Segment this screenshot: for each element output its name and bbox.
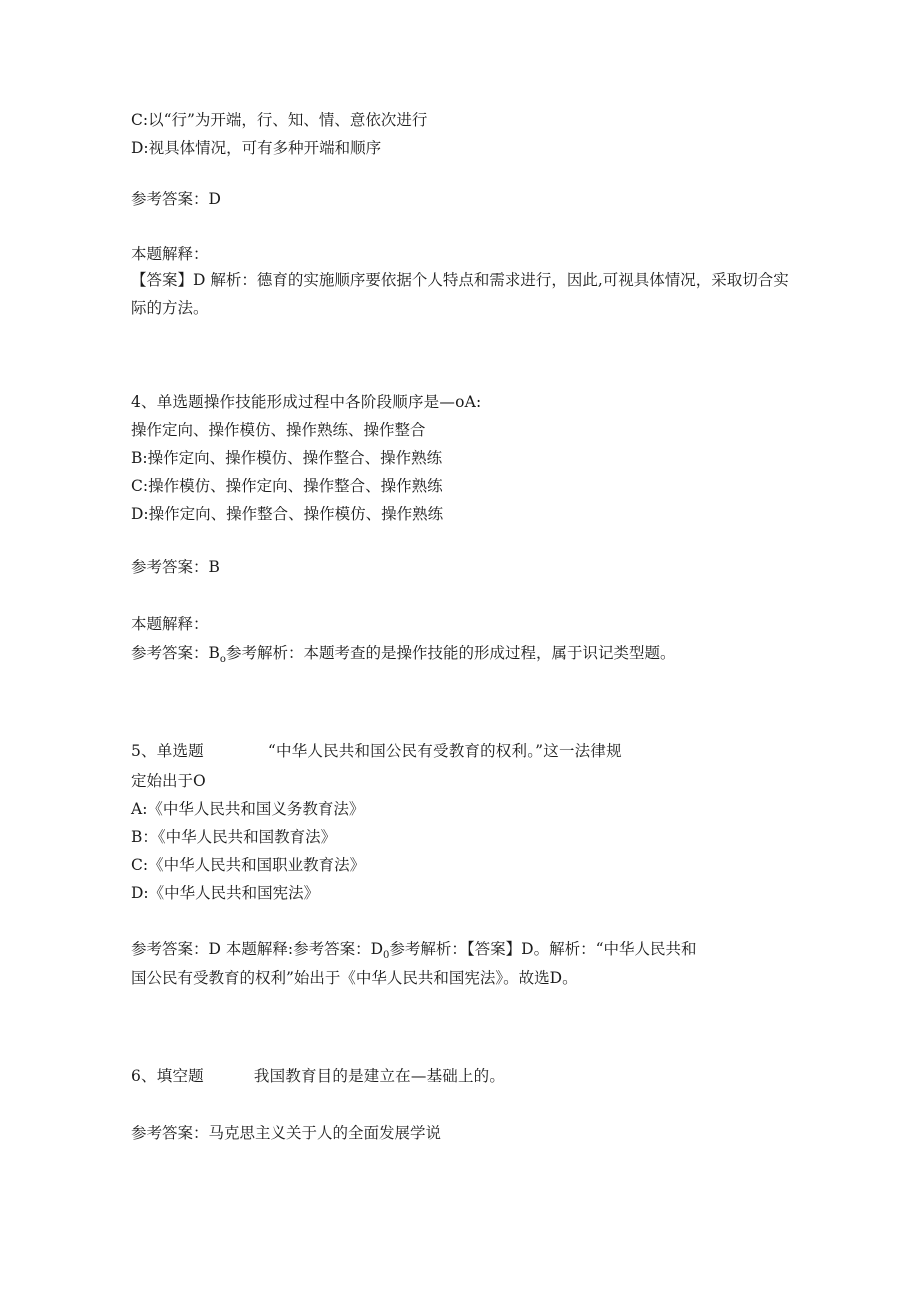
q5-option-b: B：《中华人民共和国教育法》	[131, 828, 337, 846]
q3-option-d: D:视具体情况，可有多种开端和顺序	[131, 139, 382, 157]
q5-answer-part-2: 参考解析：【答案】D。解析：“中华人民共和	[389, 940, 697, 958]
q3-option-c: C:以“行”为开端，行、知、情、意依次进行	[131, 111, 428, 129]
q4-option-d: D:操作定向、操作整合、操作模仿、操作熟练	[131, 505, 444, 523]
q5-answer-part-1: 参考答案：D 本题解释:参考答案：D	[131, 940, 384, 958]
q5-stem-continued: 定始出于O	[131, 772, 206, 790]
q5-option-a: A:《中华人民共和国义务教育法》	[131, 800, 365, 818]
q5-option-c: C:《中华人民共和国职业教育法》	[131, 856, 366, 874]
q4-option-c: C:操作模仿、操作定向、操作整合、操作熟练	[131, 477, 443, 495]
q4-answer: 参考答案：B	[131, 558, 220, 576]
q5-type: 5、单选题	[131, 742, 204, 760]
q6-answer: 参考答案：马克思主义关于人的全面发展学说	[131, 1124, 442, 1142]
q6-stem: 我国教育目的是建立在—基础上的。	[253, 1067, 506, 1085]
q6-title	[131, 1068, 505, 1086]
q3-explanation-body: 【答案】D 解析：德育的实施顺序要依据个人特点和需求进行，因此,可视具体情况，采取切合实际的方法。	[131, 271, 789, 317]
q5-answer-subscript: 0	[383, 950, 390, 962]
q4-explanation-body	[131, 645, 675, 666]
q4-option-b: B:操作定向、操作模仿、操作整合、操作熟练	[131, 449, 443, 467]
q4-explanation-subscript: o	[219, 654, 226, 666]
q3-explanation-heading: 本题解释：	[131, 245, 209, 263]
q4-explanation-answer: 参考答案：B	[131, 644, 220, 662]
q5-option-d: D:《中华人民共和国宪法》	[131, 884, 320, 902]
q4-title: 4、单选题操作技能形成过程中各阶段顺序是—oA:	[131, 393, 482, 411]
q4-explanation-rest: 参考解析：本题考查的是操作技能的形成过程，属于识记类型题。	[225, 644, 676, 662]
q3-answer: 参考答案：D	[131, 190, 221, 208]
q4-option-a: 操作定向、操作模仿、操作熟练、操作整合	[131, 421, 426, 439]
q5-stem: “中华人民共和国公民有受教育的权利。”这一法律规	[267, 742, 622, 760]
q4-explanation-heading: 本题解释：	[131, 615, 209, 633]
q6-type: 6、填空题	[131, 1067, 204, 1085]
q5-answer-line-2: 国公民有受教育的权利”始出于《中华人民共和国宪法》。故选D。	[131, 969, 578, 987]
q5-answer-line-1	[131, 941, 697, 962]
q5-title	[131, 743, 622, 761]
